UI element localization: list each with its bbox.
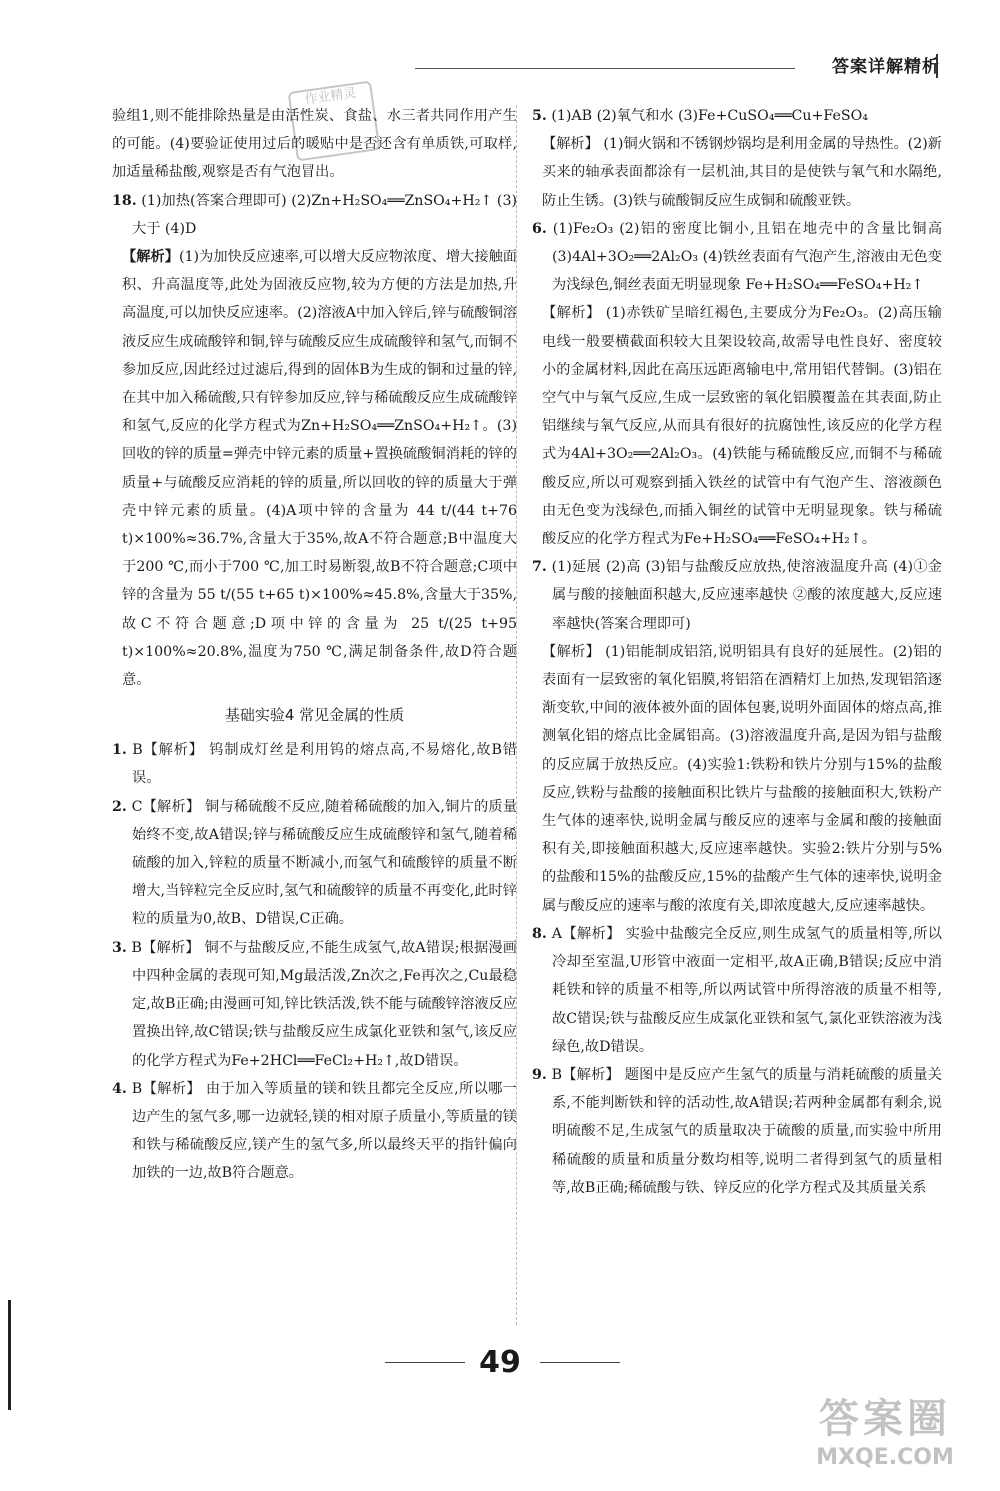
answer-text: B【解析】 题图中是反应产生氢气的质量与消耗硫酸的质量关系,不能判断铁和锌的活动性,故A错误;若两种金属都有剩余,说明硫酸不足,生成氢气的质量取决于硫酸的质量,而实验中所用稀硫酸的质量和质量分数均相等,说明二者得到氢气的质量相等,故B正确;稀硫酸与铁、锌反应的化学方程式及其质量关系 [551,1066,942,1196]
answer-text: (1)延展 (2)高 (3)铝与盐酸反应放热,使溶液温度升高 (4)①金属与酸的接触面积越大,反应速率越快 ②酸的浓度越大,反应速率越快(答案合理即可) [551,559,942,632]
stamp-text: 作业精灵 [303,85,358,108]
question-number: 1. [112,742,127,759]
footer-rule-right [540,1362,620,1363]
analysis-tag: 【解析】 [122,249,179,266]
analysis-6: 【解析】 (1)赤铁矿呈暗红褐色,主要成分为Fe₂O₃。(2)高压输电线一般要横截面积较大且架设较高,故需导电性良好、密度较小的金属材料,因此在高压远距离输电中,常用铝代替铜。(3)铝在空气中与氧气反应,生成一层致密的氧化铝膜覆盖在其表面,防止铝继续与氧气反应,从而具有很好的抗腐蚀性,该反应的化学方程式为4Al+3O₂══2Al₂O₃。(4)铁能与稀硫酸反应,而铜不与稀硫酸反应,所以可观察到插入铁丝的试管中有气泡产生、溶液颜色由无色变为浅绿色,而插入铜丝的试管中无明显现象。铁与稀硫酸反应的化学方程式为Fe+H₂SO₄══FeSO₄+H₂↑。 [542,305,942,548]
site-watermark [790,1393,980,1477]
header-rule [415,68,795,69]
question-number: 4. [112,1080,127,1097]
right-column [532,102,942,1202]
answer-text: A【解析】 实验中盐酸完全反应,则生成氢气的质量相等,所以冷却至室温,U形管中液面一定相平,故A正确,B错误;反应中消耗铁和锌的质量不相等,所以两试管中所得溶液的质量不相等,故C错误;铁与盐酸反应生成氯化亚铁和氢气,氯化亚铁溶液为浅绿色,故D错误。 [551,925,942,1055]
question-number: 9. [532,1066,547,1083]
page-number: 49 [479,1345,521,1380]
question-number: 8. [532,925,547,942]
header-bracket [936,54,938,78]
running-header-title: 答案详解精析 [832,57,940,77]
answer-text: (1)加热(答案合理即可) (2)Zn+H₂SO₄══ZnSO₄+H₂↑ (3)大于 (4)D [132,192,518,237]
left-column [112,102,517,1188]
question-number: 18. [112,192,137,209]
answer-text: B【解析】 铜不与盐酸反应,不能生成氢气,故A错误;根据漫画中四种金属的表现可知,Mg最活泼,Zn次之,Fe再次之,Cu最稳定,故B正确;由漫画可知,锌比铁活泼,铁不能与硫酸锌溶液反应置换出锌,故C错误;铁与盐酸反应生成氯化亚铁和氢气,该反应的化学方程式为Fe+2HCl══FeCl₂+H₂↑,故D错误。 [131,939,517,1069]
section-title: 基础实验4 常见金属的性质 [224,706,405,725]
analysis-5: 【解析】 (1)铜火锅和不锈钢炒锅均是利用金属的导热性。(2)新买来的轴承表面都涂有一层机油,其目的是使铁与氧气和水隔绝,防止生锈。(3)铁与硫酸铜反应生成铜和硫酸亚铁。 [542,136,942,209]
analysis-18 [112,243,517,694]
analysis-7: 【解析】 (1)铝能制成铝箔,说明铝具有良好的延展性。(2)铝的表面有一层致密的氧化铝膜,将铝箔在酒精灯上加热,发现铝箔逐渐变软,中间的液体被外面的固体包裹,说明外面固体的熔点高,推测氧化铝的熔点比金属铝高。(3)溶液温度升高,是因为铝与盐酸的反应属于放热反应。(4)实验1:铁粉和铁片分别与15%的盐酸反应,铁粉与盐酸的接触面积比铁片与盐酸的接触面积大,铁粉产生气体的速率快,说明金属与酸反应的速率与金属和酸的接触面积有关,即接触面积越大,反应速率越快。实验2:铁片分别与5%的盐酸和15%的盐酸反应,15%的盐酸产生气体的速率快,说明金属与酸反应的速率与酸的浓度有关,即浓度越大,反应速率越快。 [542,643,942,914]
question-3 [112,934,517,1075]
answer-text: B【解析】 钨制成灯丝是利用钨的熔点高,不易熔化,故B错误。 [132,742,517,787]
question-7 [532,553,942,638]
question-number: 3. [112,939,127,956]
question-number: 5. [532,108,547,124]
scan-margin-mark [8,1300,11,1410]
question-number: 2. [112,798,127,815]
question-9 [532,1061,942,1202]
answer-text: (1)AB (2)氧气和水 (3)Fe+CuSO₄══Cu+FeSO₄ [551,108,868,124]
question-18 [112,187,517,243]
footer-rule-left [385,1362,465,1363]
question-5 [532,102,942,130]
question-4 [112,1075,517,1188]
paragraph-continued: 验组1,则不能排除热量是由活性炭、食盐、水三者共同作用产生的可能。(4)要验证使用过后的暖贴中是否还含有单质铁,可取样,加适量稀盐酸,观察是否有气泡冒出。 [112,108,517,181]
question-number: 7. [532,559,547,576]
watermark-url: MXQE.COM [816,1445,954,1470]
column-divider [516,105,517,1325]
answer-text: B【解析】 由于加入等质量的镁和铁且都完全反应,所以哪一边产生的氢气多,哪一边就轻,镁的相对原子质量小,等质量的镁和铁与稀硫酸反应,镁产生的氢气多,所以最终天平的指针偏向加铁的一边,故B符合题意。 [131,1080,517,1182]
question-number: 6. [532,220,547,237]
question-8 [532,920,942,1061]
answer-text: C【解析】 铜与稀硫酸不反应,随着稀硫酸的加入,铜片的质量始终不变,故A错误;锌与稀硫酸反应生成硫酸锌和氢气,随着稀硫酸的加入,锌粒的质量不断减小,而氢气和硫酸锌的质量不断增大,当锌粒完全反应时,氢气和硫酸锌的质量不再变化,此时锌粒的质量为0,故B、D错误,C正确。 [131,798,518,928]
analysis-text: (1)为加快反应速率,可以增大反应物浓度、增大接触面积、升高温度等,此处为固液反应物,较为方便的方法是加热,升高温度,可以加快反应速率。(2)溶液A中加入锌后,锌与硫酸铜溶液反应生成硫酸锌和铜,锌与硫酸反应生成硫酸锌和氢气,而铜不参加反应,因此经过过滤后,得到的固体B为生成的铜和过量的锌,在其中加入稀硫酸,只有锌参加反应,锌与稀硫酸反应生成硫酸锌和氢气,反应的化学方程式为Zn+H₂SO₄══ZnSO₄+H₂↑。(3)回收的锌的质量=弹壳中锌元素的质量+置换硫酸铜消耗的锌的质量+与硫酸反应消耗的锌的质量,所以回收的锌的质量大于弹壳中锌元素的质量。(4)A项中锌的含量为 44 t/(44 t+76 t)×100%≈36.7%,含量大于35%,故A不符合题意;B中温度大于200 ℃,而小于700 ℃,加工时易断裂,故B不符合题意;C项中锌的含量为 55 t/(55 t+65 t)×100%≈45.8%,含量大于35%,故C不符合题意;D项中锌的含量为 25 t/(25 t+95 t)×100%≈20.8%,温度为750 ℃,满足制备条件,故D符合题意。 [122,249,517,689]
question-6 [532,215,942,300]
watermark-logo: 答案圈 [819,1396,951,1442]
question-1 [112,736,517,792]
answer-text: (1)Fe₂O₃ (2)铝的密度比铜小,且铝在地壳中的含量比铜高 (3)4Al+3O₂══2Al₂O₃ (4)铁丝表面有气泡产生,溶液由无色变为浅绿色,铜丝表面无明显现象 Fe+H₂SO₄══FeSO₄+H₂↑ [552,220,943,294]
question-2 [112,793,517,934]
